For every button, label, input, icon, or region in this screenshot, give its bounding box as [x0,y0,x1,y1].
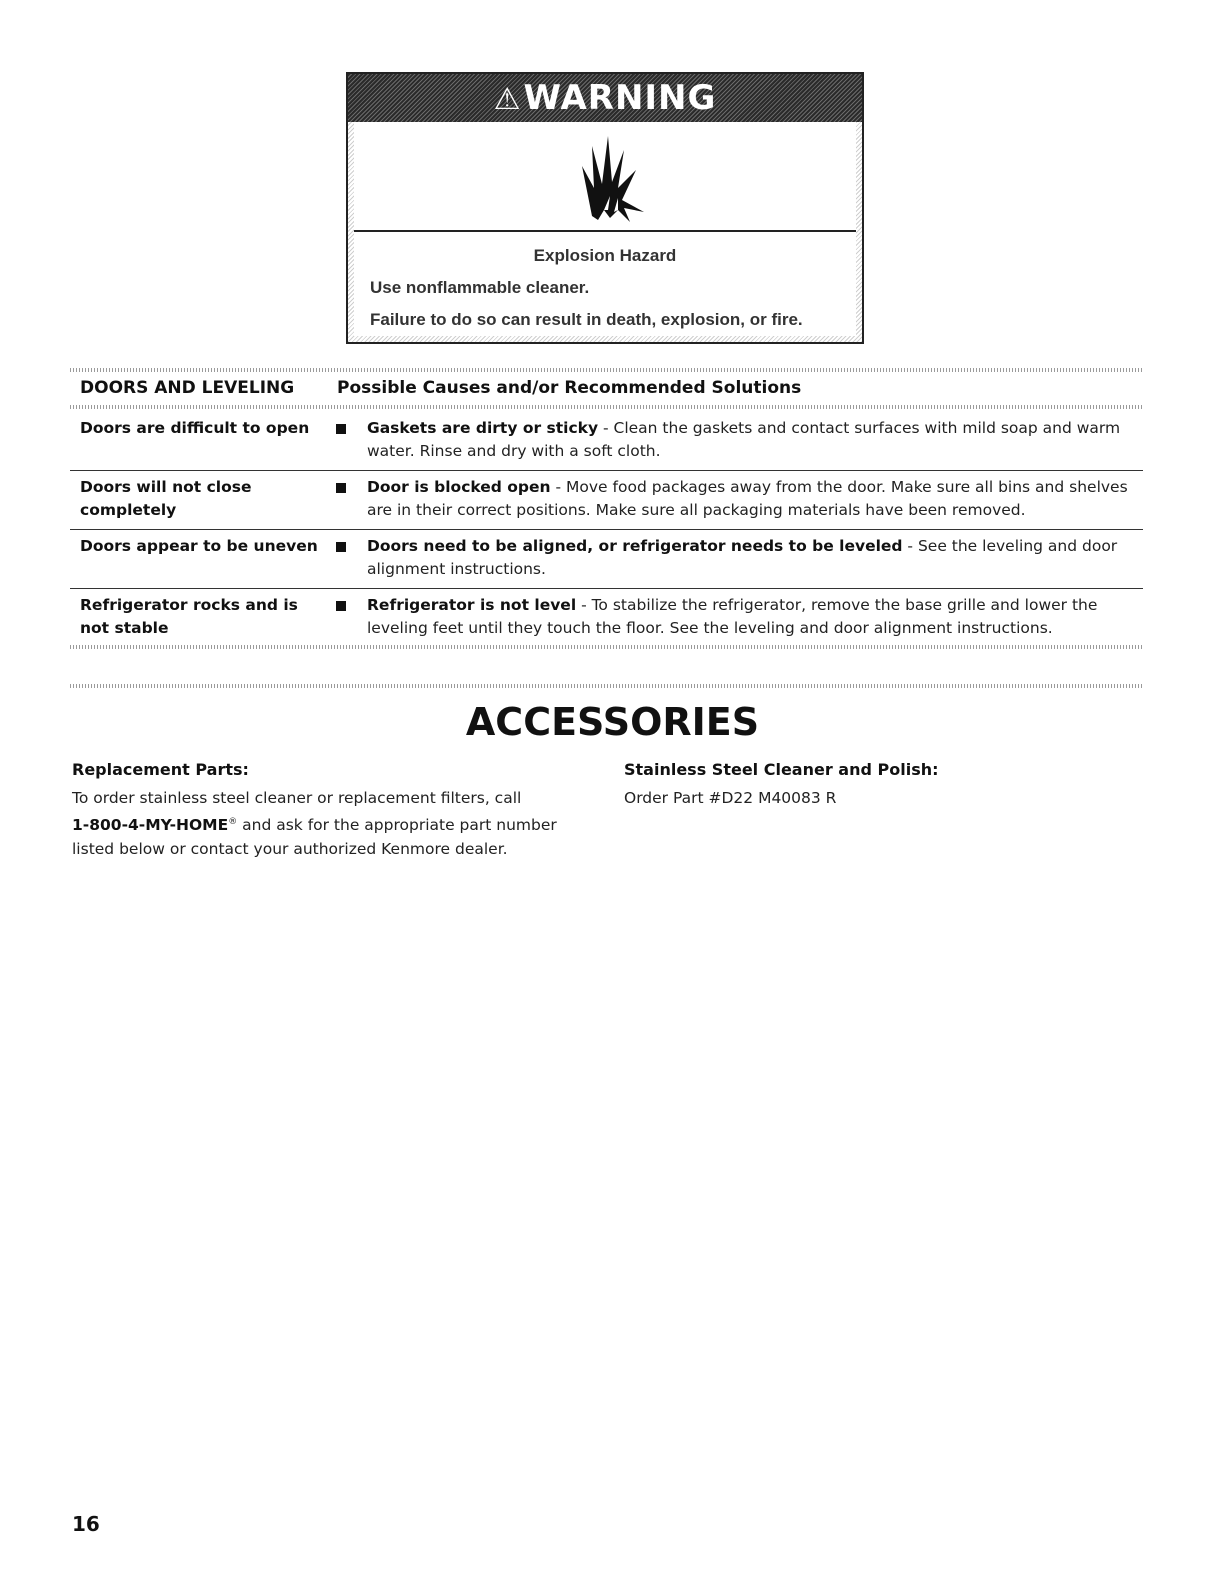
table-header-border [70,405,1143,409]
row-divider [70,470,1143,471]
table-header-solutions: Possible Causes and/or Recommended Solutions [337,378,802,398]
table-bottom-border [70,645,1143,649]
accessories-title: ACCESSORIES [465,700,760,744]
bullet-icon [336,542,346,552]
phone-number: 1-800-4-MY-HOME [72,816,229,835]
stainless-cleaner-heading: Stainless Steel Cleaner and Polish: [624,760,939,779]
warning-line-2: Failure to do so can result in death, explosion, or fire. [370,310,803,329]
table-row-condition: Doors appear to be uneven [80,537,318,555]
alert-triangle-icon: ⚠ [493,82,522,117]
table-row-solution: Refrigerator is not level - To stabilize the refrigerator, remove the base grille and lower the leveling feet until they touch the floor. See the leveling and door alignment instructions. [367,596,1098,637]
table-row-condition: Doors are difficult to open [80,419,310,437]
replacement-parts-heading: Replacement Parts: [72,760,249,779]
table-row-condition: Doors will not close completely [80,478,252,519]
table-row-solution: Gaskets are dirty or sticky - Clean the gaskets and contact surfaces with mild soap and warm water. Rinse and dry with a soft cloth. [367,419,1121,460]
table-row-condition: Refrigerator rocks and is not stable [80,596,298,637]
row-divider [70,588,1143,589]
table-row-solution: Doors need to be aligned, or refrigerator needs to be leveled - See the leveling and door alignment instructions. [367,537,1118,578]
warning-box [346,72,864,344]
warning-text-area [354,232,856,336]
warning-header [348,74,862,122]
warning-heading: Explosion Hazard [533,246,677,265]
warning-line-1: Use nonflammable cleaner. [370,278,590,297]
warning-icon-area [354,122,856,232]
bullet-icon [336,424,346,434]
explosion-icon [552,126,662,226]
replacement-parts-text: To order stainless steel cleaner or replacement filters, call 1-800-4-MY-HOME® and ask for the appropriate part number listed below or contact your authorized Kenmore dealer. [72,789,557,859]
stainless-cleaner-text: Order Part #D22 M40083 R [624,789,837,807]
table-top-border [70,368,1143,372]
bullet-icon [336,601,346,611]
section-divider [70,684,1143,688]
table-header-condition: DOORS AND LEVELING [80,378,295,398]
table-row-solution: Door is blocked open - Move food packages away from the door. Make sure all bins and shelves are in their correct positions. Make sure all packaging materials have been removed. [367,478,1128,519]
row-divider [70,529,1143,530]
warning-title: ⚠WARNING [493,78,717,118]
page-number: 16 [72,1512,100,1536]
bullet-icon [336,483,346,493]
